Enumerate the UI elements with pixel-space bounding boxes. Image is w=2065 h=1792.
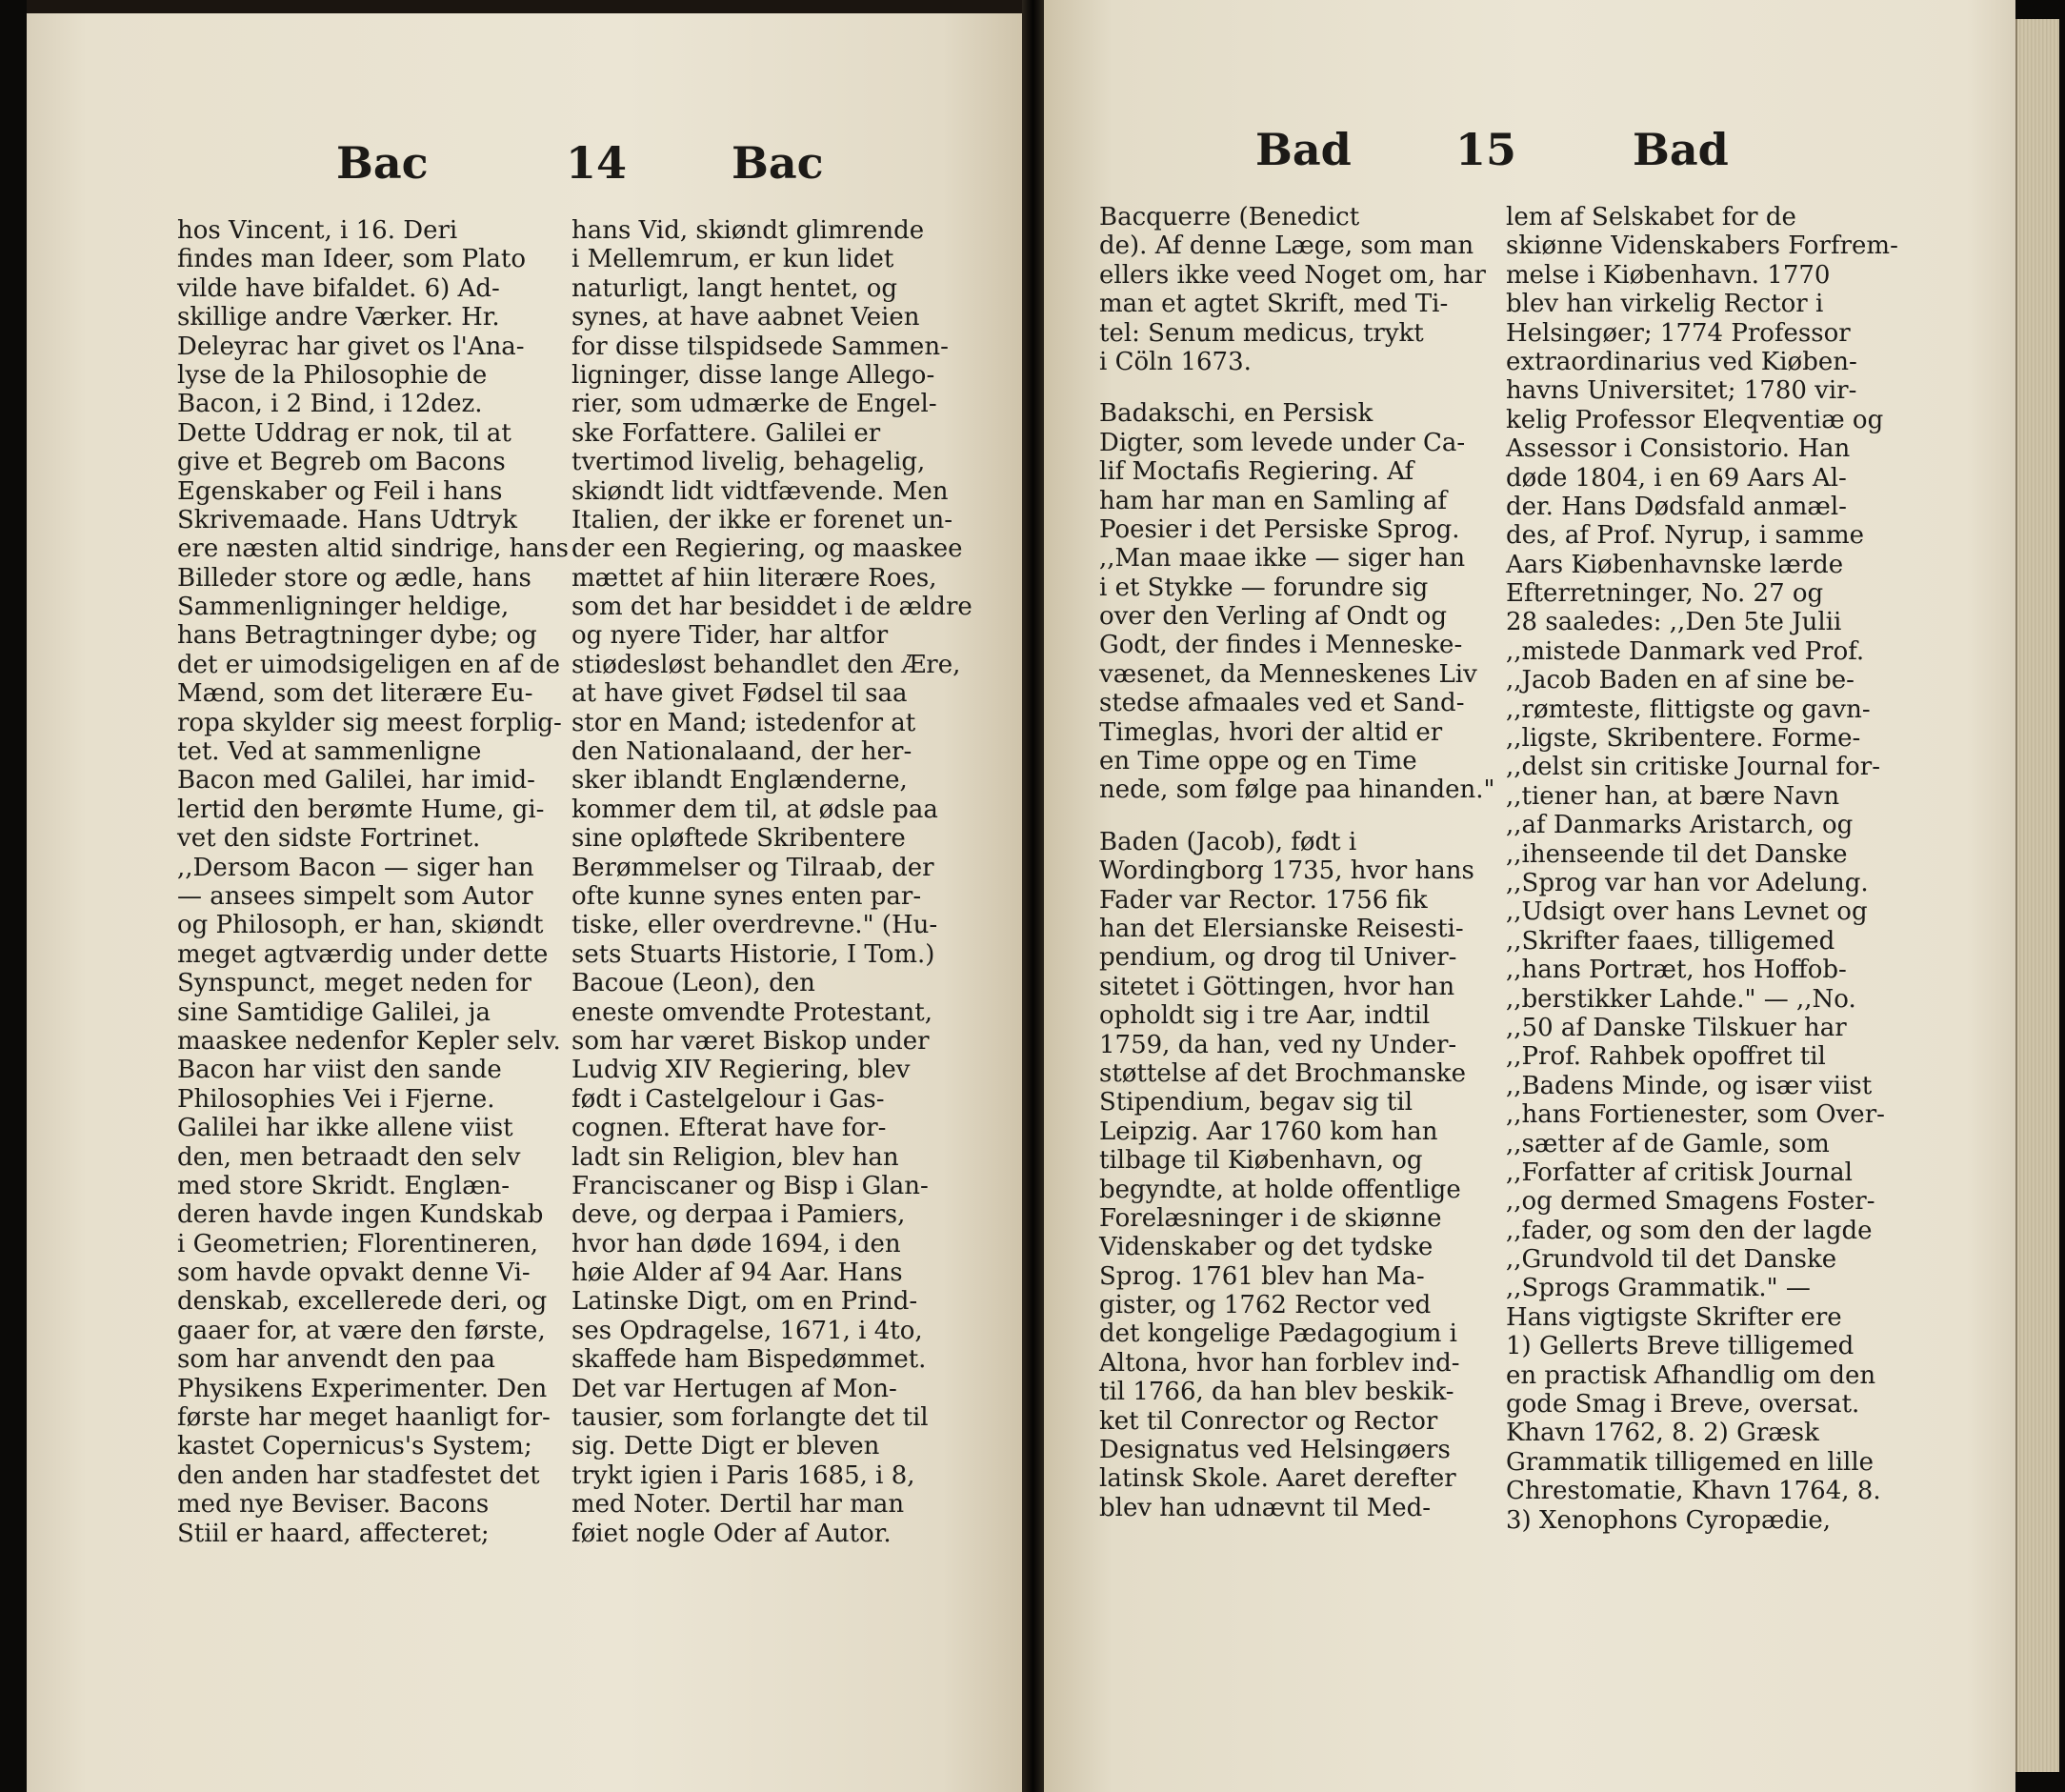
text-line: Poesier i det Persiske Sprog. — [1099, 514, 1460, 544]
text-line: som har anvendt den paa — [177, 1345, 495, 1375]
text-line: den anden har stadfestet det — [177, 1460, 540, 1490]
text-line: tet. Ved at sammenligne — [177, 737, 482, 767]
text-line: det er uimodsigeligen en af de — [177, 650, 561, 679]
text-line: med nye Beviser. Bacons — [177, 1490, 490, 1520]
text-line: høie Alder af 94 Aar. Hans — [571, 1258, 903, 1288]
text-line: i Mellemrum, er kun lidet — [571, 245, 894, 274]
text-line: Hans vigtigste Skrifter ere — [1506, 1302, 1842, 1332]
text-line: trykt igien i Paris 1685, i 8, — [571, 1460, 915, 1490]
text-line: des, af Prof. Nyrup, i samme — [1506, 521, 1864, 551]
text-line: Khavn 1762, 8. 2) Græsk — [1506, 1419, 1819, 1448]
text-line: deve, og derpaa i Pamiers, — [571, 1200, 906, 1230]
text-line: støttelse af det Brochmanske — [1099, 1058, 1467, 1088]
text-line: den, men betraadt den selv — [177, 1142, 521, 1172]
text-line: Egenskaber og Feil i hans — [177, 476, 503, 506]
text-line: ,,ligste, Skribentere. Forme- — [1506, 724, 1861, 754]
text-line: hos Vincent, i 16. Deri — [177, 216, 458, 245]
text-column-1 — [1099, 203, 1495, 1522]
running-head-right: Bad — [1633, 124, 1729, 175]
text-line: at have givet Fødsel til saa — [571, 679, 908, 709]
text-line: ,,af Danmarks Aristarch, og — [1506, 811, 1854, 840]
text-line: ,,hans Portræt, hos Hoffob- — [1506, 956, 1847, 985]
text-line: Assessor i Consistorio. Han — [1506, 434, 1851, 464]
text-line: kelig Professor Eleqventiæ og — [1506, 405, 1884, 434]
page-number: 14 — [566, 137, 628, 189]
text-line: stor en Mand; istedenfor at — [571, 708, 916, 737]
text-line: ,,Grundvold til det Danske — [1506, 1245, 1837, 1275]
text-line: som har været Biskop under — [571, 1026, 930, 1056]
text-line: i et Stykke — forundre sig — [1099, 573, 1429, 602]
text-line: med store Skridt. Englæn- — [177, 1171, 511, 1200]
text-line: sine opløftede Skribentere — [571, 824, 906, 854]
text-line: ,,Skrifter faaes, tilligemed — [1506, 926, 1835, 956]
text-line: Godt, der findes i Menneske- — [1099, 631, 1463, 660]
text-line: vilde have bifaldet. 6) Ad- — [177, 273, 500, 303]
text-line: hans Betragtninger dybe; og — [177, 621, 537, 651]
text-column-2 — [571, 216, 972, 1548]
text-line: gaaer for, at være den første, — [177, 1316, 546, 1345]
text-line: han det Elersianske Reisesti- — [1099, 914, 1464, 943]
text-line: stedse afmaales ved et Sand- — [1099, 689, 1465, 718]
text-line: Bacon, i 2 Bind, i 12dez. — [177, 390, 483, 419]
text-line: Mænd, som det literære Eu- — [177, 679, 533, 709]
text-line: der een Regiering, og maaskee — [571, 534, 963, 564]
book-gutter — [1022, 0, 1044, 1792]
text-line: blev han udnævnt til Med- — [1099, 1493, 1432, 1522]
text-line: tausier, som forlangte det til — [571, 1403, 929, 1433]
text-line: føiet nogle Oder af Autor. — [571, 1519, 892, 1548]
text-line: ses Opdragelse, 1671, i 4to, — [571, 1316, 923, 1345]
text-line: skaffede ham Bispedømmet. — [571, 1345, 927, 1375]
text-line: tvertimod livelig, behagelig, — [571, 448, 926, 477]
text-line: ,,Forfatter af critisk Journal — [1506, 1158, 1853, 1187]
text-line: ,,ihenseende til det Danske — [1506, 839, 1848, 869]
text-line: gister, og 1762 Rector ved — [1099, 1291, 1432, 1320]
text-line: havns Universitet; 1780 vir- — [1506, 376, 1857, 406]
text-line: Physikens Experimenter. Den — [177, 1374, 548, 1403]
text-line: en practisk Afhandlig om den — [1506, 1360, 1876, 1390]
text-line: lyse de la Philosophie de — [177, 360, 488, 390]
text-line: opholdt sig i tre Aar, indtil — [1099, 1001, 1431, 1031]
text-line: Bacon har viist den sande — [177, 1056, 502, 1085]
text-line: væsenet, da Menneskenes Liv — [1099, 659, 1477, 689]
text-line: Sprog. 1761 blev han Ma- — [1099, 1261, 1425, 1291]
text-line: ligninger, disse lange Allego- — [571, 360, 935, 390]
text-line: begyndte, at holde offentlige — [1099, 1175, 1461, 1204]
text-line: der. Hans Dødsfald anmæl- — [1506, 492, 1847, 521]
text-line: extraordinarius ved Kiøben- — [1506, 347, 1857, 376]
paragraph-gap — [1099, 805, 1485, 828]
text-line: ,,hans Fortienester, som Over- — [1506, 1100, 1885, 1130]
text-line: for disse tilspidsede Sammen- — [571, 332, 949, 361]
text-line: Wordingborg 1735, hvor hans — [1099, 856, 1474, 886]
text-line: Chrestomatie, Khavn 1764, 8. — [1506, 1477, 1881, 1506]
text-line: sker iblandt Englænderne, — [571, 766, 908, 795]
text-line: Leipzig. Aar 1760 kom han — [1099, 1117, 1438, 1146]
text-line: ,,Badens Minde, og især viist — [1506, 1071, 1873, 1100]
text-line: ere næsten altid sindrige, hans — [177, 534, 570, 564]
text-line: nede, som følge paa hinanden." — [1099, 775, 1495, 805]
text-line: stiødesløst behandlet den Ære, — [571, 650, 961, 679]
text-column-2 — [1506, 203, 1939, 1535]
text-line: kastet Copernicus's System; — [177, 1432, 532, 1461]
text-line: deren havde ingen Kundskab — [177, 1200, 544, 1230]
text-line: ham har man en Samling af — [1099, 486, 1448, 515]
text-line: melse i Kiøbenhavn. 1770 — [1506, 260, 1831, 290]
text-line: Designatus ved Helsingøers — [1099, 1436, 1451, 1465]
text-line: findes man Ideer, som Plato — [177, 245, 527, 274]
text-line: Latinske Digt, om en Prind- — [571, 1287, 918, 1317]
running-head-right: Bac — [732, 137, 824, 189]
text-line: Bacquerre (Benedict — [1099, 203, 1360, 232]
text-line: ,,Dersom Bacon — siger han — [177, 853, 534, 882]
page-edges — [2015, 19, 2059, 1772]
text-line: en Time oppe og en Time — [1099, 747, 1417, 776]
text-line: meget agtværdig under dette — [177, 939, 549, 969]
page-number: 15 — [1455, 124, 1517, 175]
text-line: lem af Selskabet for de — [1506, 203, 1796, 232]
text-line: ,,50 af Danske Tilskuer har — [1506, 1013, 1847, 1042]
text-line: Dette Uddrag er nok, til at — [177, 418, 511, 448]
text-line: lif Moctafis Regiering. Af — [1099, 457, 1414, 487]
text-line: den Nationalaand, der her- — [571, 737, 912, 767]
text-line: latinsk Skole. Aaret derefter — [1099, 1464, 1456, 1494]
paragraph-gap — [1099, 376, 1485, 399]
text-line: Bacoue (Leon), den — [571, 969, 815, 998]
text-line: mættet af hiin literære Roes, — [571, 563, 937, 593]
text-line: sine Samtidige Galilei, ja — [177, 997, 491, 1027]
text-line: 3) Xenophons Cyropædie, — [1506, 1505, 1831, 1535]
text-line: blev han virkelig Rector i — [1506, 290, 1824, 319]
text-line: Badakschi, en Persisk — [1099, 399, 1373, 429]
text-line: Digter, som levede under Ca- — [1099, 428, 1466, 457]
text-line: ,,sætter af de Gamle, som — [1506, 1129, 1830, 1158]
right-page — [1044, 0, 2015, 1792]
text-line: Italien, der ikke er forenet un- — [571, 505, 953, 534]
text-line: som det har besiddet i de ældre — [571, 593, 972, 622]
text-line: første har meget haanligt for- — [177, 1403, 551, 1433]
text-line: Efterretninger, No. 27 og — [1506, 579, 1824, 609]
text-line: man et agtet Skrift, med Ti- — [1099, 290, 1449, 319]
text-line: ,,Jacob Baden en af sine be- — [1506, 666, 1854, 695]
text-line: i Geometrien; Florentineren, — [177, 1229, 539, 1258]
text-line: ropa skylder sig meest forplig- — [177, 708, 562, 737]
text-line: Franciscaner og Bisp i Glan- — [571, 1171, 929, 1200]
text-line: ofte kunne synes enten par- — [571, 881, 922, 911]
text-line: Videnskaber og det tydske — [1099, 1233, 1433, 1262]
text-line: sig. Dette Digt er bleven — [571, 1432, 880, 1461]
text-line: gode Smag i Breve, oversat. — [1506, 1390, 1860, 1420]
text-line: Sammenligninger heldige, — [177, 593, 510, 622]
text-line: født i Castelgelour i Gas- — [571, 1084, 885, 1114]
text-line: Altona, hvor han forblev ind- — [1099, 1348, 1460, 1378]
text-line: Helsingøer; 1774 Professor — [1506, 318, 1851, 348]
text-line: tiske, eller overdrevne." (Hu- — [571, 911, 938, 940]
text-line: det kongelige Pædagogium i — [1099, 1319, 1457, 1349]
text-line: hans Vid, skiøndt glimrende — [571, 216, 925, 245]
text-line: ,,delst sin critiske Journal for- — [1506, 753, 1880, 782]
text-line: Forelæsninger i de skiønne — [1099, 1203, 1442, 1233]
text-line: denskab, excellerede deri, og — [177, 1287, 548, 1317]
text-line: eneste omvendte Protestant, — [571, 997, 932, 1027]
text-line: Timeglas, hvori der altid er — [1099, 717, 1443, 747]
text-line: over den Verling af Ondt og — [1099, 602, 1448, 632]
text-line: lertid den berømte Hume, gi- — [177, 795, 545, 824]
text-line: Billeder store og ædle, hans — [177, 563, 531, 593]
text-line: Skrivemaade. Hans Udtryk — [177, 505, 518, 534]
text-line: sitetet i Göttingen, hvor han — [1099, 972, 1455, 1001]
text-line: Philosophies Vei i Fjerne. — [177, 1084, 495, 1114]
text-line: naturligt, langt hentet, og — [571, 273, 898, 303]
text-line: vet den sidste Fortrinet. — [177, 824, 481, 854]
running-head-left: Bac — [336, 137, 429, 189]
text-line: skiønne Videnskabers Forfrem- — [1506, 232, 1898, 261]
text-line: ,,tiener han, at bære Navn — [1506, 781, 1840, 811]
text-line: Baden (Jacob), født i — [1099, 827, 1357, 856]
text-line: ske Forfattere. Galilei er — [571, 418, 881, 448]
text-line: ,,Sprogs Grammatik." — — [1506, 1274, 1811, 1303]
text-line: skiøndt lidt vidtfævende. Men — [571, 476, 949, 506]
text-line: skillige andre Værker. Hr. — [177, 303, 500, 332]
text-line: Grammatik tilligemed en lille — [1506, 1447, 1875, 1477]
text-line: ,,rømteste, flittigste og gavn- — [1506, 695, 1871, 724]
text-line: Synspunct, meget neden for — [177, 969, 531, 998]
running-head-left: Bad — [1255, 124, 1352, 175]
text-line: som havde opvakt denne Vi- — [177, 1258, 531, 1288]
text-line: Galilei har ikke allene viist — [177, 1114, 513, 1143]
text-line: med Noter. Dertil har man — [571, 1490, 905, 1520]
text-column-1 — [177, 216, 570, 1548]
text-line: Berømmelser og Tilraab, der — [571, 853, 934, 882]
text-line: — ansees simpelt som Autor — [177, 881, 533, 911]
text-line: ,,Sprog var han vor Adelung. — [1506, 868, 1869, 897]
text-line: hvor han døde 1694, i den — [571, 1229, 901, 1258]
text-line: ,,Man maae ikke — siger han — [1099, 544, 1466, 574]
text-line: Ludvig XIV Regiering, blev — [571, 1056, 911, 1085]
text-line: kommer dem til, at ødsle paa — [571, 795, 938, 824]
text-line: cognen. Efterat have for- — [571, 1114, 887, 1143]
text-line: Deleyrac har givet os l'Ana- — [177, 332, 525, 361]
text-line: og Philosoph, er han, skiøndt — [177, 911, 544, 940]
text-line: Aars Kiøbenhavnske lærde — [1506, 550, 1844, 579]
text-line: maaskee nedenfor Kepler selv. — [177, 1026, 561, 1056]
text-line: ladt sin Religion, blev han — [571, 1142, 899, 1172]
text-line: sets Stuarts Historie, I Tom.) — [571, 939, 935, 969]
text-line: ,,mistede Danmark ved Prof. — [1506, 636, 1865, 666]
text-line: ket til Conrector og Rector — [1099, 1406, 1438, 1436]
text-line: 1) Gellerts Breve tilligemed — [1506, 1332, 1854, 1361]
text-line: synes, at have aabnet Veien — [571, 303, 920, 332]
text-line: ,,fader, og som den der lagde — [1506, 1216, 1873, 1245]
text-line: Det var Hertugen af Mon- — [571, 1374, 897, 1403]
left-page — [27, 0, 1022, 1792]
text-line: i Cöln 1673. — [1099, 347, 1252, 376]
text-line: Stiil er haard, affecteret; — [177, 1519, 490, 1548]
text-line: 28 saaledes: ,,Den 5te Julii — [1506, 608, 1842, 637]
text-line: de). Af denne Læge, som man — [1099, 232, 1474, 261]
text-line: til 1766, da han blev beskik- — [1099, 1378, 1454, 1407]
text-line: rier, som udmærke de Engel- — [571, 390, 937, 419]
text-line: og nyere Tider, har altfor — [571, 621, 889, 651]
text-line: Bacon med Galilei, har imid- — [177, 766, 535, 795]
text-line: ,,og dermed Smagens Foster- — [1506, 1187, 1875, 1217]
text-line: tel: Senum medicus, trykt — [1099, 318, 1424, 348]
text-line: Fader var Rector. 1756 fik — [1099, 885, 1428, 915]
text-line: tilbage til Kiøbenhavn, og — [1099, 1146, 1423, 1176]
text-line: ,,Udsigt over hans Levnet og — [1506, 897, 1868, 927]
text-line: ellers ikke veed Noget om, har — [1099, 260, 1486, 290]
text-line: give et Begreb om Bacons — [177, 448, 506, 477]
text-line: Stipendium, begav sig til — [1099, 1088, 1413, 1117]
text-line: pendium, og drog til Univer- — [1099, 943, 1457, 973]
text-line: ,,Prof. Rahbek opoffret til — [1506, 1042, 1826, 1072]
text-line: døde 1804, i en 69 Aars Al- — [1506, 463, 1847, 493]
text-line: 1759, da han, ved ny Under- — [1099, 1030, 1457, 1059]
text-line: ,,berstikker Lahde." — ,,No. — [1506, 984, 1856, 1014]
